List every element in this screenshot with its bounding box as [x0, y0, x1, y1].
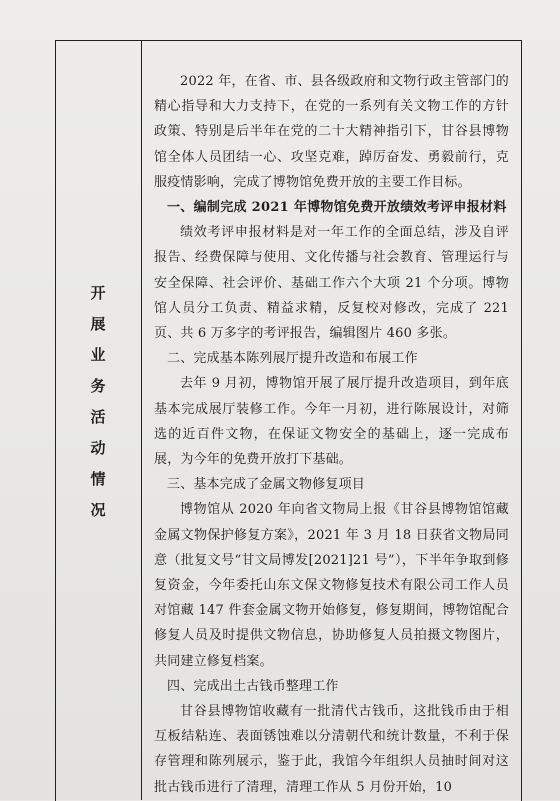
row-label-char: 展 [90, 315, 106, 333]
row-label-char: 业 [90, 346, 106, 364]
section-3-paragraph: 博物馆从 2020 年向省文物局上报《甘谷县博物馆馆藏金属文物保护修复方案》，2021 年 3 月 18 日获省文物局同意（批复文号“甘文局博发[2021]21 号”），下半年争取到修复资金，今年委托山东文保文物修复技术有限公司工作人员对馆藏 147 件套金属文物开始修复，修复期间，博物馆配合修复人员及时提供文物信息，协助修复人员拍摄文物图片，共同建立修复档案。 [154, 502, 509, 669]
section-heading-1: 一、编制完成 2021 年博物馆免费开放绩效考评申报材料 [167, 200, 507, 216]
row-label-business-activities [86, 278, 110, 526]
row-label-char: 动 [90, 439, 106, 457]
section-1-paragraph: 绩效考评申报材料是对一年工作的全面总结，涉及自评报告、经费保障与使用、文化传播与社会教育、管理运行与安全保障、社会评价、基础工作六个大项 21 个分项。博物馆人员分工负责、精益求精，反复校对修改，完成了 221 页、共 6 万多字的考评报告，编辑图片 460 多张。 [154, 225, 509, 342]
section-heading-2: 二、完成基本陈列展厅提升改造和布展工作 [167, 351, 418, 367]
row-label-char: 开 [90, 284, 106, 302]
row-label-char: 务 [90, 377, 106, 395]
row-label-char: 情 [90, 470, 106, 488]
section-4-paragraph: 甘谷县博物馆收藏有一批清代古钱币，这批钱币由于相互板结粘连、表面锈蚀难以分清朝代和统计数量，不利于保存管理和陈列展示，鉴于此，我馆今年组织人员抽时间对这批古钱币进行了清理，清理工作从 5 月份开始，10 [154, 704, 509, 795]
section-heading-4: 四、完成出土古钱币整理工作 [167, 678, 339, 694]
report-content-cell [143, 40, 519, 800]
intro-paragraph: 2022 年，在省、市、县各级政府和文物行政主管部门的精心指导和大力支持下，在党的一系列有关文物工作的方针政策、特别是后半年在党的二十大精神指引下，甘谷县博物馆全体人员团结一心、攻坚克难，踔厉奋发、勇毅前行，克服疫情影响，完成了博物馆免费开放的主要工作目标。 [154, 74, 509, 190]
section-heading-3: 三、基本完成了金属文物修复项目 [167, 477, 366, 493]
column-divider [141, 40, 142, 800]
row-label-char: 况 [90, 501, 106, 519]
row-label-char: 活 [90, 408, 106, 426]
section-2-paragraph: 去年 9 月初，博物馆开展了展厅提升改造项目，到年底基本完成展厅装修工作。今年一月初，进行陈展设计，对筛选的近百件文物，在保证文物安全的基础上，逐一完成布展，为今年的免费开放打下基础。 [154, 376, 509, 468]
